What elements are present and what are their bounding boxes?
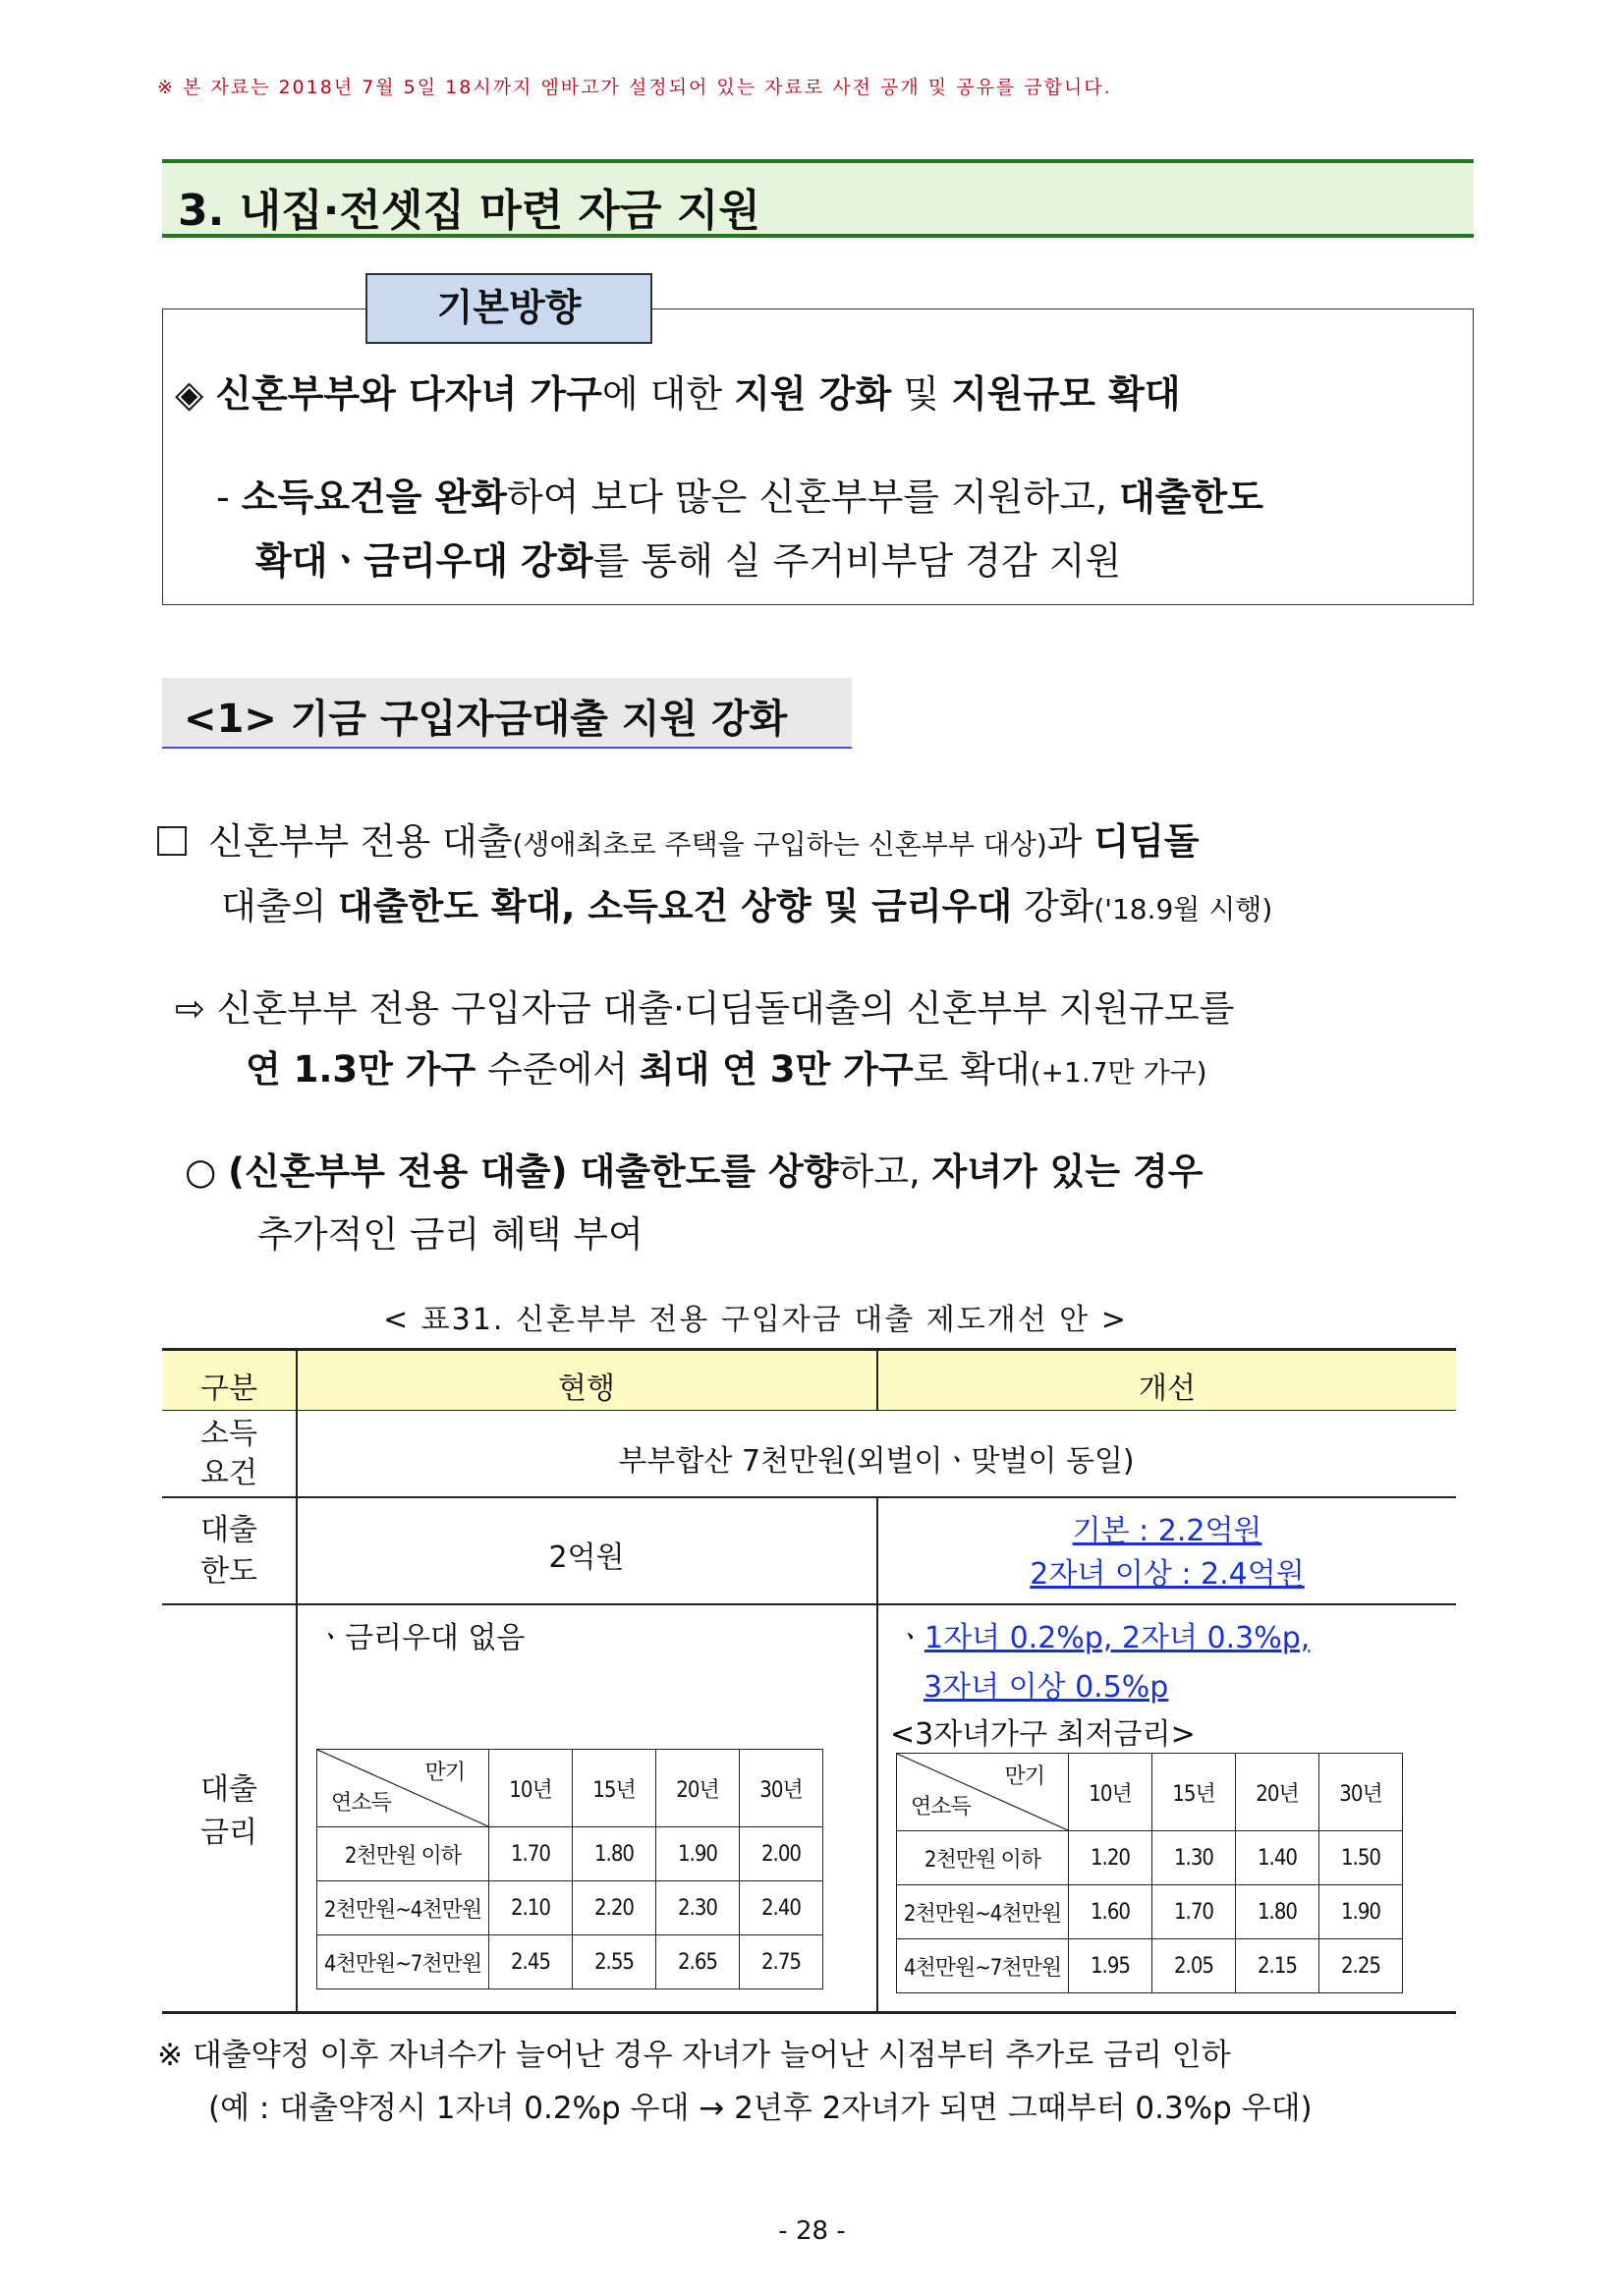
paragraph-3-line-2: 추가적인 금리 혜택 부여 [257,1213,644,1256]
basic-direction-tag: 기본방향 [365,273,652,344]
row-limit-improved: 기본 : 2.2억원 2자녀 이상 : 2.4억원 [1030,1514,1305,1592]
income-bracket: 4천만원~7천만원 [317,1935,489,1989]
row-limit-current: 2억원 [548,1540,625,1575]
paragraph-3-line-1: ○ (신혼부부 전용 대출) 대출한도를 상향하고, 자녀가 있는 경우 [185,1150,1204,1193]
rate-cell: 2.40 [740,1881,823,1935]
income-bracket: 2천만원 이하 [317,1827,489,1881]
section-title: 3. 내집·전셋집 마련 자금 지원 [178,186,760,236]
rate-cell: 1.70 [1152,1885,1236,1939]
row-rate-improved-subtitle: <3자녀가구 최저금리> [890,1717,1196,1752]
rate-cell: 2.45 [489,1935,573,1989]
table-header-category: 구분 [200,1372,257,1406]
table-row-divider [162,1603,1456,1605]
table-row [897,1831,1403,1885]
basic-direction-line-2: - 소득요건을 완화하여 보다 많은 신혼부부를 지원하고, 대출한도 [216,476,1263,519]
rate-table-corner: 만기 연소득 [897,1754,1069,1831]
table-row [317,1827,823,1881]
rate-col-header: 20년 [1236,1754,1319,1831]
table-bottom-border [162,2011,1456,2014]
subsection-title: <1> 기금 구입자금대출 지원 강화 [184,697,788,742]
table-row-divider [162,1496,1456,1498]
income-bracket: 4천만원~7천만원 [897,1939,1069,1993]
rate-col-header: 10년 [489,1750,573,1827]
rate-cell: 1.70 [489,1827,573,1881]
rate-col-header: 15년 [573,1750,656,1827]
checkbox-bullet-icon [157,826,187,856]
row-rate-improved-note-2: 3자녀 이상 0.5%p [924,1670,1169,1705]
rate-cell: 2.55 [573,1935,656,1989]
table-header-improved: 개선 [1139,1372,1196,1406]
rate-cell: 1.80 [573,1827,656,1881]
income-bracket: 2천만원 이하 [897,1831,1069,1885]
basic-direction-line-3: 확대ㆍ금리우대 강화를 통해 실 주거비부담 경감 지원 [255,539,1122,583]
rate-cell: 1.60 [1069,1885,1152,1939]
table-row [317,1935,823,1989]
table-row [897,1885,1403,1939]
rate-cell: 1.40 [1236,1831,1319,1885]
current-rate-table [316,1749,823,1989]
rate-col-header: 20년 [656,1750,740,1827]
section-title-bar [162,159,1474,238]
row-income-label: 소득 요건 [200,1417,257,1490]
row-rate-current-note: ㆍ금리우대 없음 [316,1621,526,1655]
rate-cell: 1.90 [656,1827,740,1881]
paragraph-2-line-1: ⇨ 신혼부부 전용 구입자금 대출·디딤돌대출의 신혼부부 지원규모를 [175,987,1235,1030]
rate-cell: 1.20 [1069,1831,1152,1885]
subsection-title-bar [162,678,852,749]
rate-cell: 2.15 [1236,1939,1319,1993]
rate-col-header: 30년 [740,1750,823,1827]
rate-col-header: 30년 [1319,1754,1403,1831]
row-income-value: 부부합산 7천만원(외벌이ㆍ맞벌이 동일) [618,1444,1135,1479]
income-bracket: 2천만원~4천만원 [897,1885,1069,1939]
rate-cell: 1.95 [1069,1939,1152,1993]
paragraph-1-line-1: 신혼부부 전용 대출(생애최초로 주택을 구입하는 신혼부부 대상)과 디딤돌 [157,812,1200,865]
table-caption: < 표31. 신혼부부 전용 구입자금 대출 제도개선 안 > [383,1303,1128,1337]
rate-cell: 2.20 [573,1881,656,1935]
row-rate-improved-note-1: ㆍ1자녀 0.2%p, 2자녀 0.3%p, [896,1621,1311,1655]
table-row [897,1939,1403,1993]
income-bracket: 2천만원~4천만원 [317,1881,489,1935]
basic-direction-line-1: ◈ 신혼부부와 다자녀 가구에 대한 지원 강화 및 지원규모 확대 [175,372,1181,416]
rate-cell: 2.00 [740,1827,823,1881]
row-rate-label: 대출 금리 [200,1772,257,1850]
rate-cell: 2.65 [656,1935,740,1989]
rate-cell: 1.30 [1152,1831,1236,1885]
rate-table-corner: 만기 연소득 [317,1750,489,1827]
paragraph-2-line-2: 연 1.3만 가구 수준에서 최대 연 3만 가구로 확대(+1.7만 가구) [246,1048,1207,1091]
paragraph-1-line-2: 대출의 대출한도 확대, 소득요건 상향 및 금리우대 강화('18.9월 시행) [221,885,1273,927]
table-header-current: 현행 [558,1372,615,1406]
rate-cell: 2.30 [656,1881,740,1935]
footnote-1: ※ 대출약정 이후 자녀수가 늘어난 경우 자녀가 늘어난 시점부터 추가로 금리 인하 [157,2038,1231,2073]
rate-cell: 1.50 [1319,1831,1403,1885]
rate-cell: 1.90 [1319,1885,1403,1939]
rate-col-header: 15년 [1152,1754,1236,1831]
footnote-2: (예 : 대출약정시 1자녀 0.2%p 우대 → 2년후 2자녀가 되면 그때부터 0.3%p 우대) [208,2091,1313,2126]
table-row [317,1881,823,1935]
rate-cell: 2.75 [740,1935,823,1989]
table-divider [876,1351,878,1410]
rate-col-header: 10년 [1069,1754,1152,1831]
rate-cell: 2.05 [1152,1939,1236,1993]
row-limit-label: 대출 한도 [200,1513,257,1589]
improved-rate-table [896,1753,1403,1993]
embargo-notice: ※ 본 자료는 2018년 7월 5일 18시까지 엠바고가 설정되어 있는 자료로 사전 공개 및 공유를 금합니다. [157,77,1112,98]
rate-cell: 2.25 [1319,1939,1403,1993]
rate-cell: 1.80 [1236,1885,1319,1939]
rate-cell: 2.10 [489,1881,573,1935]
page-number: - 28 - [778,2216,846,2246]
